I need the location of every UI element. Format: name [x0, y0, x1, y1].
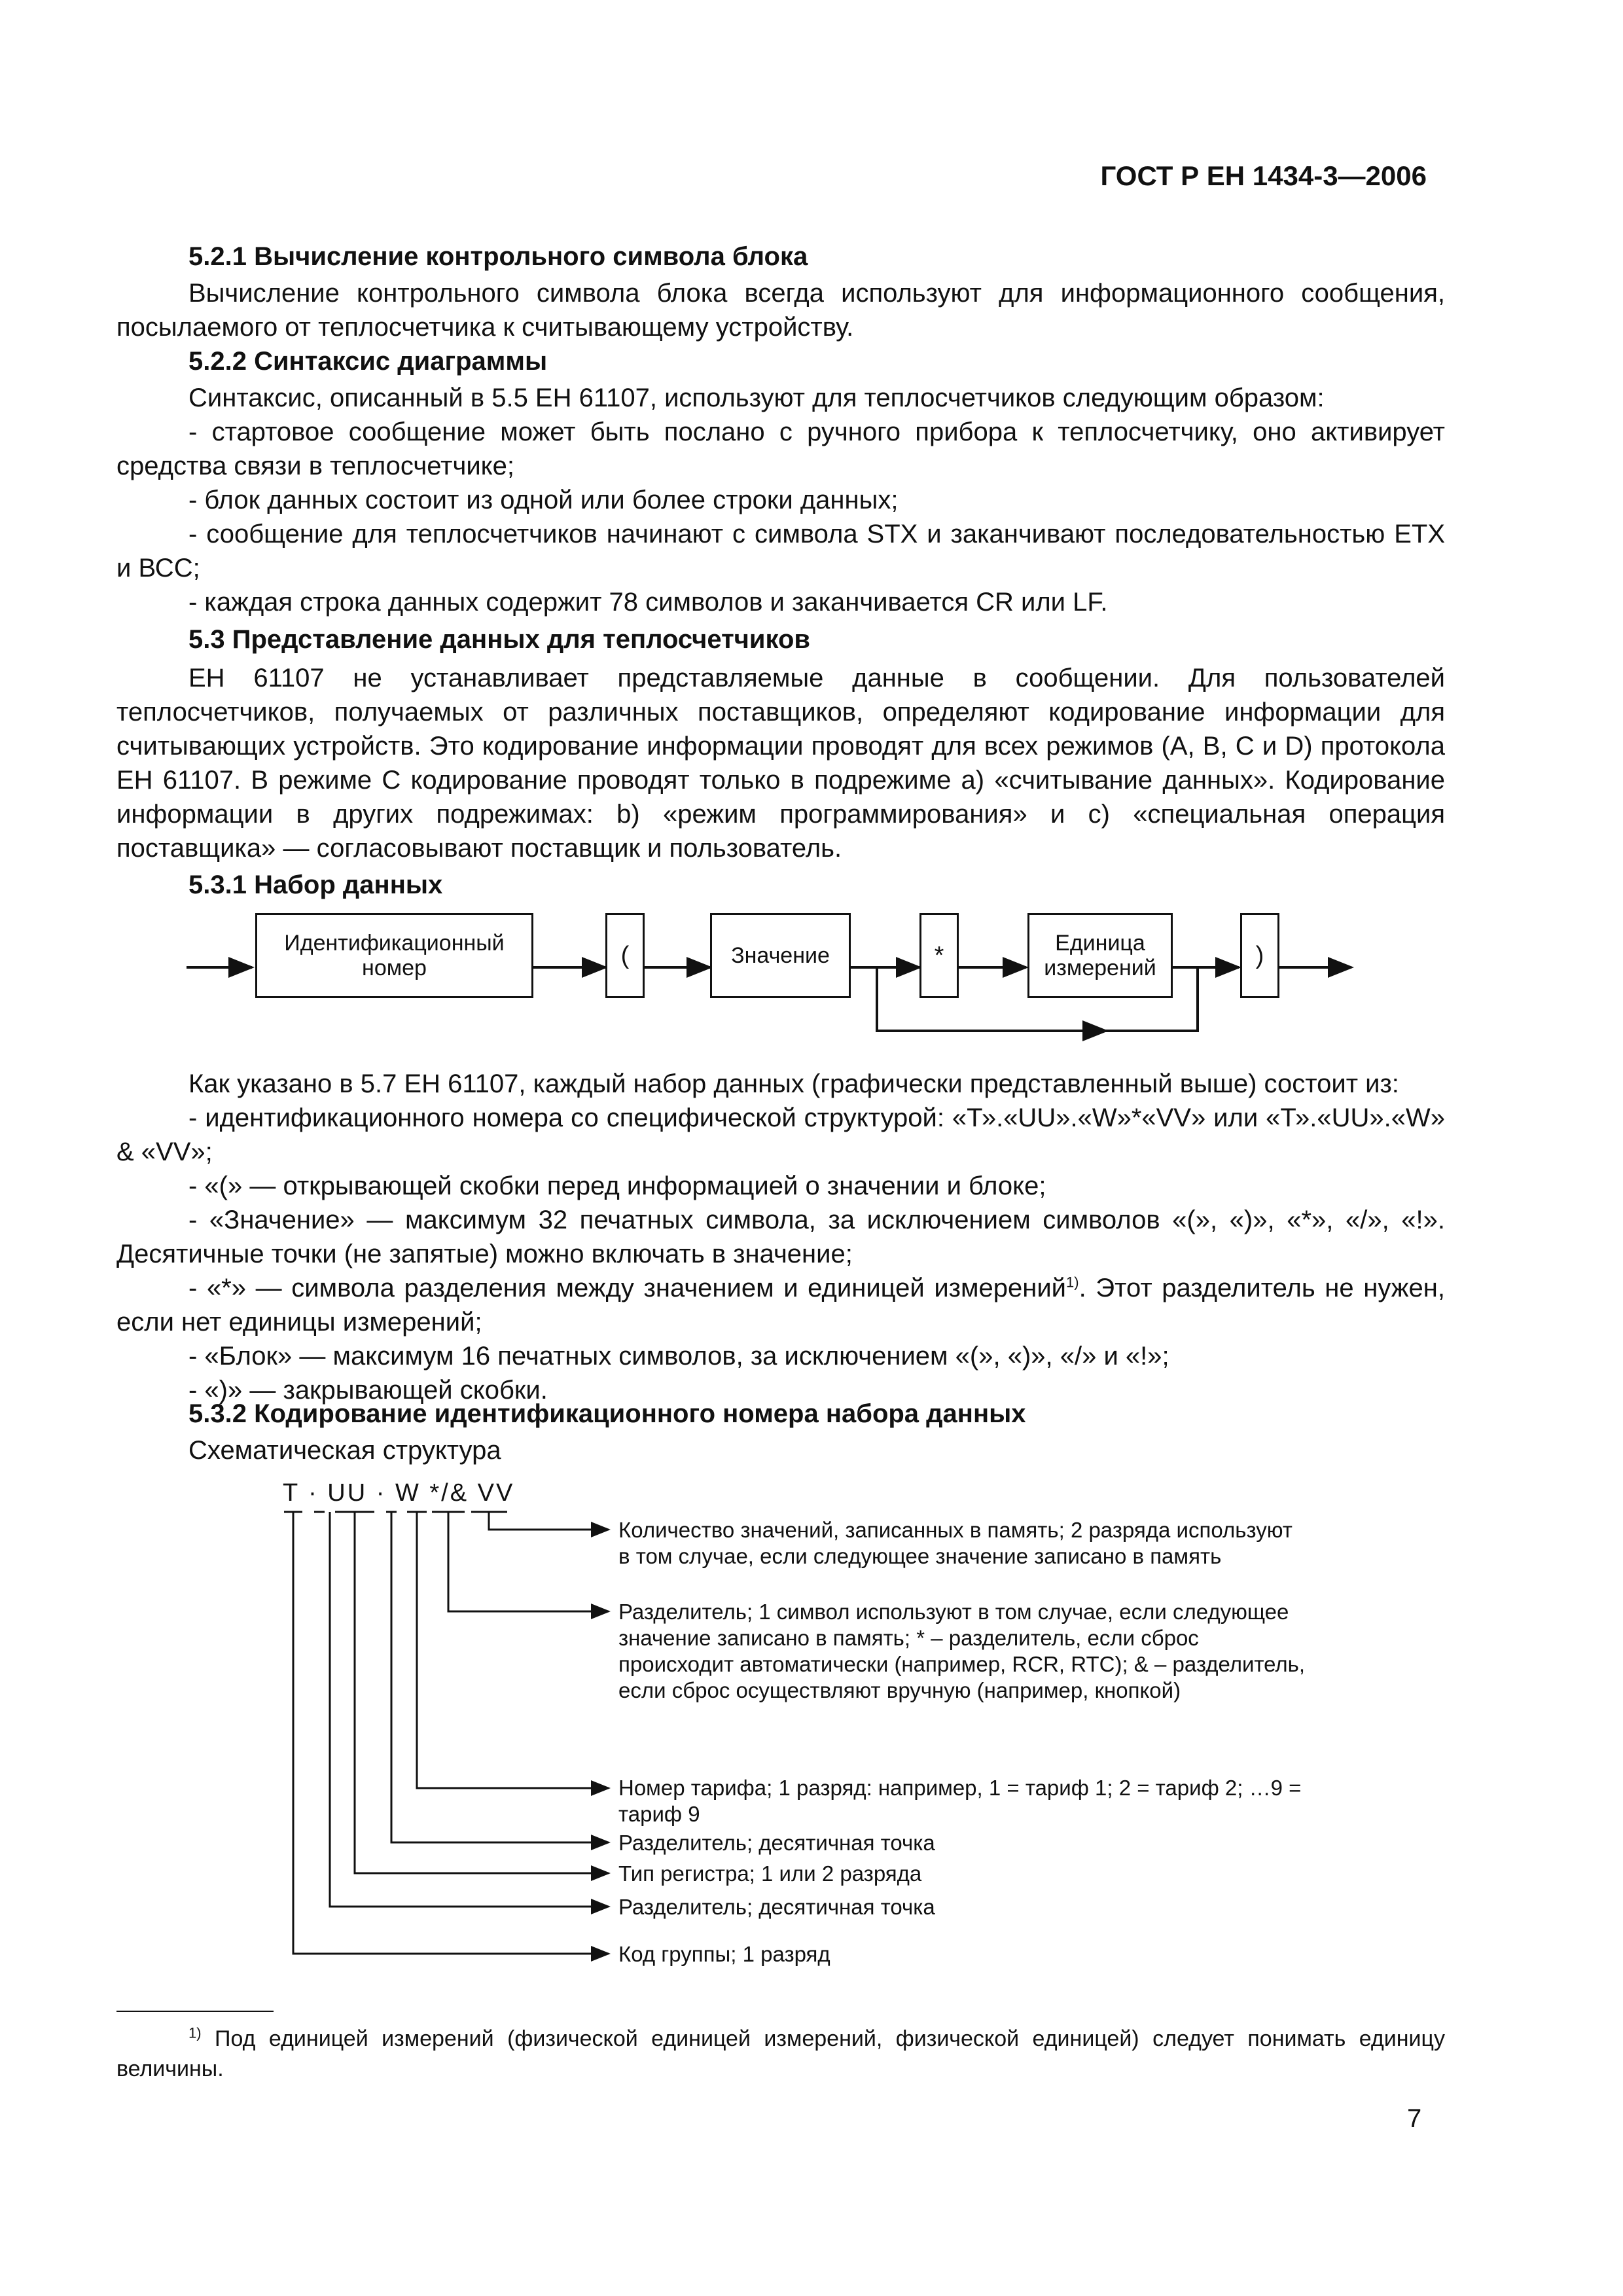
label-decimal-point-1: Разделитель; десятичная точка [618, 1831, 935, 1855]
page-number: 7 [1407, 2104, 1422, 2133]
schematic-subheading: Схематическая структура [188, 1436, 501, 1465]
heading-5-2-1: 5.2.1 Вычисление контрольного символа блока [188, 242, 808, 271]
label-decimal-point-2: Разделитель; десятичная точка [618, 1895, 935, 1919]
list-item: - стартовое сообщение может быть послано с ручного прибора к теплосчетчику, оно активирует средства связи в теплосчетчике; [116, 418, 1445, 480]
paragraph-5-2-2-intro: Синтаксис, описанный в 5.5 ЕН 61107, используют для теплосчетчиков следующим образом: [188, 384, 1325, 412]
footnote-ref: 1) [1066, 1274, 1079, 1291]
star-item-text: - «*» — символа разделения между значением и единицей измерений [188, 1274, 1067, 1302]
heading-5-3: 5.3 Представление данных для теплосчетчиков [188, 625, 810, 654]
list-item: - идентификационного номера со специфической структурой: «Т».«UU».«W»*«VV» или «Т».«UU».«W» & «VV»; [116, 1103, 1445, 1166]
star-separator-box: * [919, 913, 959, 998]
list-item: - каждая строка данных содержит 78 символов и заканчивается CR или LF. [188, 588, 1108, 617]
footnote-divider [116, 2011, 274, 2012]
unit-box: Единица измерений [1027, 913, 1173, 998]
heading-5-3-1: 5.3.1 Набор данных [188, 870, 443, 899]
label-register-type: Тип регистра; 1 или 2 разряда [618, 1861, 922, 1886]
paragraph-5-3-1-intro: Как указано в 5.7 ЕН 61107, каждый набор данных (графически представленный выше) состоит из: [188, 1069, 1399, 1098]
label-vv: Количество значений, записанных в память; 2 разряда используют в том случае, если следующее значение записано в память [618, 1518, 1293, 1568]
label-group-code: Код группы; 1 разряд [618, 1942, 830, 1966]
open-paren-box: ( [605, 913, 645, 998]
footnote-mark: 1) [188, 2024, 202, 2041]
list-item: - сообщение для теплосчетчиков начинают с символа STX и заканчивают последовательностью ЕТХ и ВСС; [116, 520, 1445, 583]
heading-5-3-2: 5.3.2 Кодирование идентификационного номера набора данных [188, 1399, 1026, 1428]
paragraph-5-3: ЕН 61107 не устанавливает представляемые данные в сообщении. Для пользователей теплосчетчиков, получаемых от различных поставщиков, определяют кодирование информации для считывающих устройств. Это кодирование информации проводят для всех режимов (A, B, C и D) протокола ЕН 61107. В режиме С кодирование проводят только в подрежиме а) «считывание данных». Кодирование информации в других подрежимах: b) «режим программирования» и с) «специальная операция поставщика» — согласовывают поставщик и пользователь. [116, 664, 1445, 863]
paragraph-5-2-1: Вычисление контрольного символа блока всегда используют для информационного сообщения, посылаемого от теплосчетчика к считывающему устройству. [116, 279, 1445, 342]
label-tariff: Номер тарифа; 1 разряд: например, 1 = тариф 1; 2 = тариф 2; …9 = тариф 9 [618, 1776, 1302, 1826]
list-item: - «(» — открывающей скобки перед информацией о значении и блоке; [188, 1172, 1046, 1200]
id-code-structure: T · UU · W */& VV [283, 1479, 515, 1507]
close-paren-box: ) [1240, 913, 1279, 998]
star-item-text-end: . Этот разделитель не нужен, если нет единицы измерений; [116, 1274, 1445, 1336]
value-box: Значение [710, 913, 851, 998]
list-item: - «Значение» — максимум 32 печатных символа, за исключением символов «(», «)», «*», «/», «!». Десятичные точки (не запятые) можно включать в значение; [116, 1206, 1445, 1268]
document-id: ГОСТ Р ЕН 1434-3—2006 [1100, 160, 1427, 191]
label-separator-reset: Разделитель; 1 символ используют в том случае, если следующее значение записано в память; * – разделитель, если сброс происходит автоматически (например, RCR, RTC); & – разделитель, если сброс осуществляют вручную (например, кнопкой) [618, 1600, 1306, 1702]
footnote [116, 2024, 1445, 2084]
footnote-text: Под единицей измерений (физической единицей измерений, физической единицей) следует понимать единицу величины. [116, 2026, 1445, 2081]
id-number-box: Идентификационный номер [255, 913, 533, 998]
list-item: - «Блок» — максимум 16 печатных символов, за исключением «(», «)», «/» и «!»; [188, 1342, 1169, 1371]
list-item: - «)» — закрывающей скобки. [188, 1376, 548, 1405]
heading-5-2-2: 5.2.2 Синтаксис диаграммы [188, 347, 548, 376]
list-item: - блок данных состоит из одной или более строки данных; [188, 486, 899, 514]
